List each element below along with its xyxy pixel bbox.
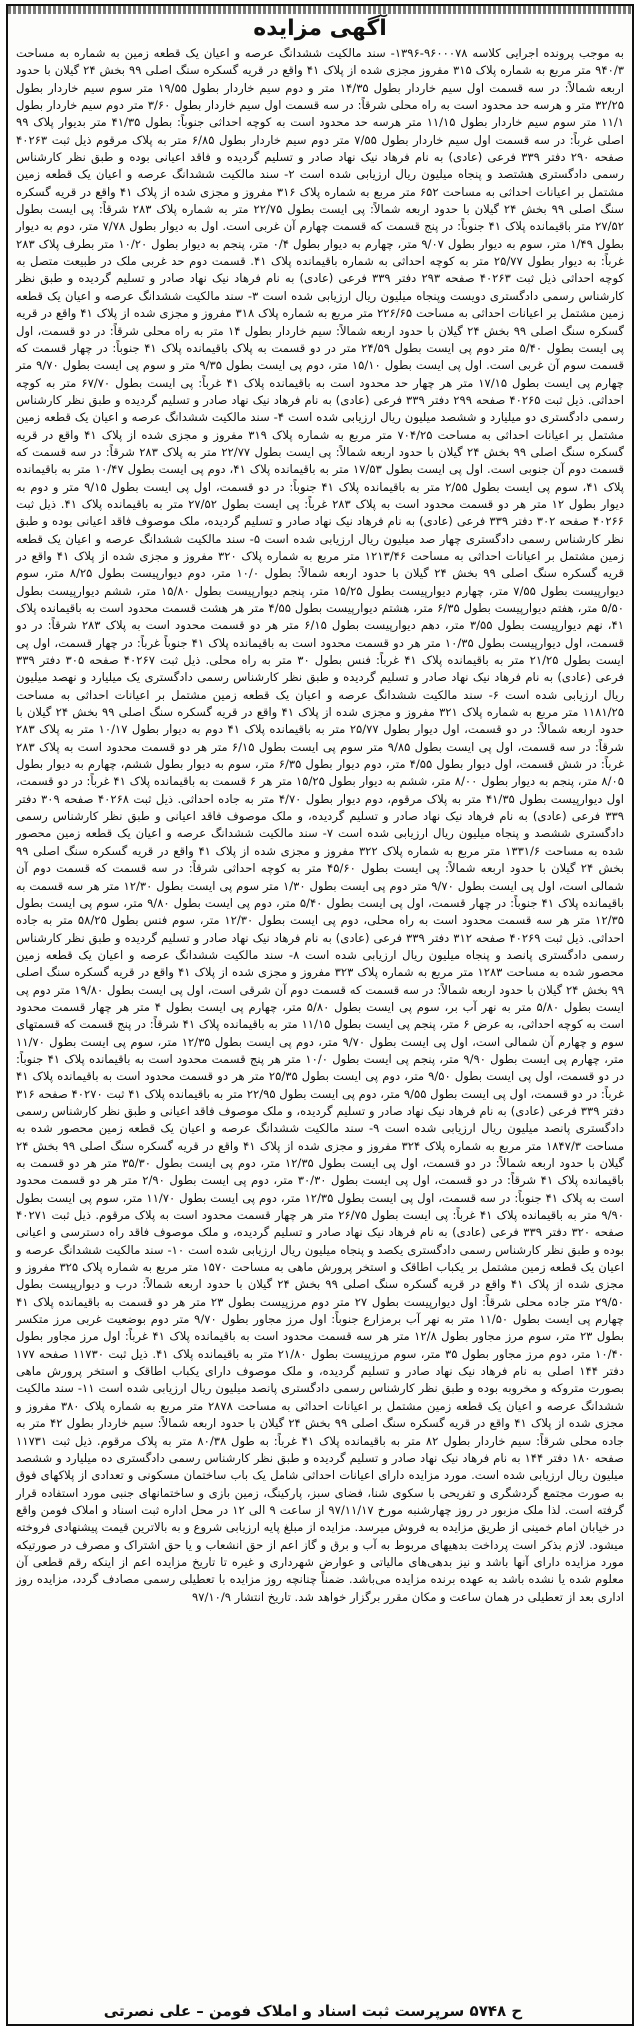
torn-top-edge bbox=[8, 6, 632, 14]
notice-footer bbox=[8, 2002, 632, 2020]
notice-code: ح ۵۷۴۸ bbox=[469, 2002, 523, 2020]
auction-notice bbox=[6, 4, 634, 2026]
notice-title: آگهی مزایده bbox=[253, 16, 387, 41]
notice-body: به موجب پرونده اجرایی کلاسه ۹۶۰۰۰۷۸-۱۳۹۶- سند مالکیت ششدانگ عرصه و اعیان یک قطعه زمین به شماره به مساحت ۹۴۰/۳ متر مربع به شماره پلاک ۳۱۵ مفروز مجزی شده از پلاک ۴۱ واقع در قریه گسکره سنگ اصلی ۹۹ بخش ۲۴ گیلان با حدود اربعه شمالاً: در سه قسمت اول سیم خاردار بطول ۱۴/۳۵ متر و دوم سیم خاردار بطول ۱۹/۵۵ متر سوم سیم خاردار بطول ۳۲/۲۵ متر و هرسه حد محدود است به راه محلی شرقاً: در سه قسمت اول سیم خاردار بطول ۳/۶۰ متر دوم سیم خاردار بطول ۱۱/۱ متر سوم سیم خاردار بطول ۱۱/۱۵ متر هرسه حد محدود است به کوچه احداثی جنوباً: بطول ۴۱/۳۵ متر بدیوار پلاک ۹۹ اصلی غرباً: در سه قسمت اول سیم خاردار بطول ۷/۵۵ متر دوم سیم خاردار بطول ۶/۸۵ متر به پلاک مرقوم ذیل ثبت ۴۰۲۶۳ صفحه ۲۹۰ دفتر ۳۳۹ فرعی (عادی) به نام فرهاد نیک نهاد صادر و تسلیم گردیده و فاقد اعیانی بوده و طبق نظر کارشناس رسمی دادگستری هشتصد و پنجاه میلیون ریال ارزیابی شده است ۲- سند مالکیت ششدانگ عرصه و اعیان یک قطعه زمین مشتمل بر اعیانات احداثی به مساحت ۶۵۲ متر مربع به شماره پلاک ۳۱۶ مفروز و مجزی شده از پلاک ۴۱ واقع در قریه گسکره سنگ اصلی ۹۹ بخش ۲۴ گیلان با حدود اربعه شمالاً: پی ایست بطول ۲۲/۷۵ متر به شماره پلاک ۲۸۳ شرقاً: پی ایست بطول ۲۷/۵۲ متر باقیمانده پلاک ۴۱ جنوباً: در پنج قسمت که قسمت چهارم آن غربی است. اول به دیوار بطول ۷/۷۸ متر، دوم به دیوار بطول ۱/۴۹ متر، سوم به دیوار بطول ۹/۰۷ متر، چهارم به دیوار بطول ۰/۴ متر، پنجم به دیوار بطول ۱۰/۲۰ متر بطرف پلاک ۲۸۳ غرباً: به دیوار بطول ۲۵/۷۷ متر به کوچه احداثی به شماره باقیمانده پلاک ۴۱. قسمت دوم حد غربی ملک در طبیعت متصل به کوچه احداثی ذیل ثبت ۴۰۲۶۳ صفحه ۲۹۳ دفتر ۳۳۹ فرعی (عادی) به نام فرهاد نیک نهاد صادر و تسلیم گردیده و طبق نظر کارشناس رسمی دادگستری دویست وپنجاه میلیون ریال ارزیابی شده است ۳- سند مالکیت ششدانگ عرصه و اعیان یک قطعه زمین مشتمل بر اعیانات احداثی به مساحت ۲۲۶/۶۵ متر مربع به شماره پلاک ۳۱۸ مفروز و مجزی شده از پلاک ۴۱ واقع در قریه گسکره سنگ اصلی ۹۹ بخش ۲۴ گیلان با حدود اربعه شمالاً: سیم خاردار بطول ۱۴ متر به راه محلی شرقاً: در دو قسمت، اول پی ایست بطول ۵/۴۰ متر دوم پی ایست بطول ۲۴/۵۹ متر در دو قسمت به پلاک باقیمانده پلاک ۴۱ جنوباً: در چهار قسمت که قسمت سوم آن غربی است. اول پی ایست بطول ۱۵/۱۰ متر، دوم پی ایست بطول ۹/۳۵ متر و سوم پی ایست بطول ۹/۷۰ متر چهارم پی ایست بطول ۱۷/۱۵ متر هر چهار حد محدود است به باقیمانده پلاک ۴۱ غرباً: پی ایست بطول ۶۷/۷۰ متر به کوچه احداثی. ذیل ثبت ۴۰۲۶۵ صفحه ۲۹۹ دفتر ۳۳۹ فرعی (عادی) به نام فرهاد نیک نهاد صادر و تسلیم گردیده و طبق نظر کارشناس رسمی دادگستری دو میلیارد و ششصد میلیون ریال ارزیابی شده است ۴- سند مالکیت ششدانگ عرصه و اعیان یک قطعه زمین مشتمل بر اعیانات احداثی به مساحت ۷۰۴/۲۵ متر مربع به شماره پلاک ۳۱۹ مفروز و مجزی شده از پلاک ۴۱ واقع در قریه گسکره سنگ اصلی ۹۹ بخش ۲۴ گیلان با حدود اربعه شمالاً: پی ایست بطول ۲۲/۷۷ متر به پلاک ۲۸۳ شرقاً: در سه قسمت که قسمت دوم آن جنوبی است. اول پی ایست بطول ۱۷/۵۳ متر به باقیمانده پلاک ۴۱، دوم پی ایست بطول ۱۰/۴۷ متر به باقیمانده پلاک ۴۱، سوم پی ایست بطول ۲/۵۵ متر به باقیمانده پلاک ۴۱ جنوباً: در دو قسمت، اول پی ایست بطول ۹/۱۵ متر و دوم به دیوار بطول ۱۲ متر هر دو قسمت محدود است به پلاک ۲۸۳ غرباً: پی ایست بطول ۲۷/۵۲ متر به باقیمانده پلاک ۴۱. ذیل ثبت ۴۰۲۶۶ صفحه ۳۰۲ دفتر ۳۳۹ فرعی (عادی) به نام فرهاد نیک نهاد صادر و تسلیم گردیده، ملک موصوف فاقد اعیانی بوده و طبق نظر کارشناس رسمی دادگستری چهار صد میلیون ریال ارزیابی شده است ۵- سند مالکیت ششدانگ عرصه و اعیان یک قطعه زمین مشتمل بر اعیانات احداثی به مساحت ۱۲۱۳/۴۶ متر مربع به شماره پلاک ۳۲۰ مفروز و مجزی شده از پلاک ۴۱ واقع در قریه گسکره سنگ اصلی ۹۹ بخش ۲۴ گیلان با حدود اربعه شمالاً: بطول ۱۰/۰ متر، دوم دیوارپیست بطول ۸/۲۵ متر، سوم دیوارپیست بطول ۷/۵۵ متر، چهارم دیوارپیست بطول ۱۵/۲۵ متر، پنجم دیوارپیست بطول ۱۵/۸۰ متر، ششم دیوارپیست بطول ۵/۵۰ متر، هفتم دیوارپیست بطول ۶/۳۵ متر، هشتم دیوارپیست بطول ۴/۵۵ متر هر هشت قسمت محدود است به باقیمانده پلاک ۴۱، نهم دیوارپیست بطول ۳/۵۵ متر، دهم دیوارپیست بطول ۶/۱۵ متر هر دو قسمت محدود است به پلاک ۲۸۳ شرقاً: در دو قسمت، اول دیوارپیست بطول ۱۰/۳۵ متر هر دو قسمت محدود است به باقیمانده پلاک ۴۱ جنوباً غرباً: در چهار قسمت، اول پی ایست بطول ۲۱/۲۵ متر به باقیمانده پلاک ۴۱ غرباً: فنس بطول ۳۰ متر به راه محلی. ذیل ثبت ۴۰۲۶۷ صفحه ۳۰۵ دفتر ۳۳۹ فرعی (عادی) به نام فرهاد نیک نهاد صادر و تسلیم گردیده و طبق نظر کارشناس رسمی دادگستری یک میلیارد و نهصد میلیون ریال ارزیابی شده است ۶- سند مالکیت ششدانگ عرصه و اعیان یک قطعه زمین مشتمل بر اعیانات احداثی به مساحت ۱۱۸۱/۲۵ متر مربع به شماره پلاک ۳۲۱ مفروز و مجزی شده از پلاک ۴۱ واقع در قریه گسکره سنگ اصلی ۹۹ بخش ۲۴ گیلان با حدود اربعه شمالاً: در دو قسمت، اول دیوار بطول ۲۵/۷۷ متر به باقیمانده پلاک ۴۱ دوم به دیوار بطول ۱۰/۱۷ متر به پلاک ۲۸۳ شرقاً: در سه قسمت، اول پی ایست بطول ۹/۸۵ متر سوم پی ایست بطول ۶/۱۵ متر هر دو قسمت محدود است به پلاک ۲۸۳ غرباً: در شش قسمت، اول دیوار بطول ۴/۵۵ متر، دوم دیوار بطول ۶/۳۵ متر، سوم به دیوار بطول ششم، چهارم به دیوار بطول ۸/۰۵ متر، پنجم به دیوار بطول ۸/۰۰ متر، ششم به دیوار بطول ۱۵/۲۵ متر هر ۶ قسمت به باقیمانده پلاک ۴۱ غرباً: در دو قسمت، اول دیوارپیست بطول ۴۱/۳۵ متر به پلاک مرقوم، دوم دیوار بطول ۴/۷۰ متر به جاده احداثی. ذیل ثبت ۴۰۲۶۸ صفحه ۳۰۹ دفتر ۳۳۹ فرعی (عادی) به نام فرهاد نیک نهاد صادر و تسلیم گردیده، و ملک موصوف فاقد اعیانی و طبق نظر کارشناس رسمی دادگستری ششصد و پنجاه میلیون ریال ارزیابی شده است ۷- سند مالکیت ششدانگ عرصه و اعیان یک قطعه زمین محصور شده به مساحت ۱۳۳۱/۶ متر مربع به شماره پلاک ۳۲۲ مفروز و مجزی شده از پلاک ۴۱ واقع در قریه گسکره سنگ اصلی ۹۹ بخش ۲۴ گیلان با حدود اربعه شمالاً: پی ایست بطول ۴۵/۶۰ متر به کوچه احداثی شرقاً: در سه قسمت که قسمت دوم آن شمالی است، اول پی ایست بطول ۹/۷۰ متر دوم پی ایست بطول ۱/۳۰ متر سوم پی ایست بطول ۱۲/۳۰ متر هر سه قسمت به باقیمانده پلاک ۴۱ جنوباً: در چهار قسمت، اول پی ایست بطول ۵/۴۰ متر، دوم پی ایست بطول ۹/۸۰ متر، سوم پی ایست بطول ۱۲/۳۵ متر هر سه قسمت محدود است به راه محلی، دوم پی ایست بطول ۱۲/۳۰ متر، سوم فنس بطول ۵۸/۲۵ متر به جاده احداثی. ذیل ثبت ۴۰۲۶۹ صفحه ۳۱۲ دفتر ۳۳۹ فرعی (عادی) به نام فرهاد نیک نهاد صادر و تسلیم گردیده و طبق نظر کارشناس رسمی دادگستری پانصد و پنجاه میلیون ریال ارزیابی شده است ۸- سند مالکیت ششدانگ عرصه و اعیان یک قطعه زمین محصور شده به مساحت ۱۲۸۳ متر مربع به شماره پلاک ۳۲۳ مفروز و مجزی شده از پلاک ۴۱ واقع در قریه گسکره سنگ اصلی ۹۹ بخش ۲۴ گیلان با حدود اربعه شمالاً: در سه قسمت که قسمت دوم آن شرقی است، اول پی ایست بطول ۱۹/۸۰ متر دوم پی ایست بطول ۵/۸۰ متر به نهر آب بر، سوم پی ایست بطول ۵/۸۰ متر، چهارم پی ایست بطول ۴ متر هر چهار قسمت محدود است به کوچه احداثی، به عرض ۶ متر، پنجم پی ایست بطول ۱۱/۱۵ متر به باقیمانده پلاک ۴۱ شرقاً: در پنج قسمت که قسمتهای سوم و چهارم آن شمالی است، اول پی ایست بطول ۹/۷۰ متر، دوم پی ایست بطول ۱۲/۳۵ متر، سوم پی ایست بطول ۱۱/۷۰ متر، چهارم پی ایست بطول ۹/۹۰ متر، پنجم پی ایست بطول ۱۰/۰ متر هر پنج قسمت محدود است به باقیمانده پلاک ۴۱ جنوباً: در دو قسمت، اول پی ایست بطول ۹/۵۰ متر، دوم پی ایست بطول ۲۵/۳۵ متر هر دو قسمت محدود است به باقیمانده پلاک ۴۱ غرباً: در دو قسمت، اول پی ایست بطول ۹/۵۵ متر، دوم پی ایست بطول ۲۲/۹۵ متر به باقیمانده پلاک ۴۱ ثبت ۴۰۲۷۰ صفحه ۳۱۶ دفتر ۳۳۹ فرعی (عادی) به نام فرهاد نیک نهاد صادر و تسلیم گردیده، و ملک موصوف فاقد اعیانی و طبق نظر کارشناس رسمی دادگستری پانصد میلیون ریال ارزیابی شده است ۹- سند مالکیت ششدانگ عرصه و اعیان یک قطعه زمین محصور شده به مساحت ۱۸۴۷/۳ متر مربع به شماره پلاک ۳۲۴ مفروز و مجزی شده از پلاک ۴۱ واقع در قریه گسکره سنگ اصلی ۹۹ بخش ۲۴ گیلان با حدود اربعه شمالاً: در دو قسمت، اول پی ایست بطول ۱۲/۳۵ متر، دوم پی ایست بطول ۳۵/۳۰ متر هر دو قسمت به باقیمانده پلاک ۴۱ شرقاً: در دو قسمت، اول پی ایست بطول ۳۰/۳۰ متر، دوم پی ایست بطول ۲/۹۰ متر هر دو قسمت محدود است به پلاک ۴۱ جنوباً: در سه قسمت، اول پی ایست بطول ۱۲/۳۵ متر، دوم پی ایست بطول ۱۱/۷۰ متر، سوم پی ایست بطول ۹/۹۰ متر به باقیمانده پلاک ۴۱ غرباً: پی ایست بطول ۲۶/۷۵ متر هر چهار قسمت محدود است به پلاک مرقوم. ذیل ثبت ۴۰۲۷۱ صفحه ۳۲۰ دفتر ۳۳۹ فرعی (عادی) به نام فرهاد نیک نهاد صادر و تسلیم گردیده، و ملک موصوف فاقد راه دسترسی و اعیانی بوده و طبق نظر کارشناس رسمی دادگستری یکصد و پنجاه میلیون ریال ارزیابی شده است ۱۰- سند مالکیت ششدانگ عرصه و اعیان یک قطعه زمین مشتمل بر یکباب اطاقک و استخر پرورش ماهی به مساحت ۱۵۷۰ متر مربع به شماره پلاک ۳۲۵ مفروز و مجزی شده از پلاک ۴۱ واقع در قریه گسکره سنگ اصلی ۹۹ بخش ۲۴ گیلان با حدود اربعه شمالاً: درب و دیوارپیست بطول ۲۹/۵۰ متر جاده محلی شرقاً: اول دیوارپیست بطول ۲۷ متر دوم مرزپیست بطول ۲۳ متر هر دو قسمت به باقیمانده پلاک ۴۱ چهارم پی ایست بطول ۱۱/۵۰ متر به نهر آب برمزارع جنوباً: اول مرز مجاور بطول ۹/۷۰ متر دوم بوضعیت غربی مرز متکسر بطول ۲۳ متر، سوم مرز مجاور بطول ۱۲/۸ متر هر سه قسمت محدود است به باقیمانده پلاک ۴۱ غرباً: اول مرز مجاور بطول ۱۰/۴۰ متر، دوم مرز مجاور بطول ۳۵ متر، سوم مرزپیست بطول ۲۱/۸۰ متر به باقیمانده پلاک ۴۱. ذیل ثبت ۱۱۷۳۰ صفحه ۱۷۷ دفتر ۱۴۴ اصلی به نام فرهاد نیک نهاد صادر و تسلیم گردیده، و ملک موصوف دارای یکباب اطاقک و استخر پرورش ماهی بصورت متروکه و مخروبه بوده و طبق نظر کارشناس رسمی دادگستری پانصد میلیون ریال ارزیابی شده است ۱۱- سند مالکیت ششدانگ عرصه و اعیان یک قطعه زمین مشتمل بر اعیانات احداثی به مساحت ۲۸۷۸ متر مربع به شماره پلاک ۳۸۰ مفروز و مجزی شده از پلاک ۴۱ واقع در قریه گسکره سنگ اصلی ۹۹ بخش ۲۴ گیلان با حدود اربعه شمالاً: سیم خاردار بطول ۴۲ متر به جاده محلی شرقاً: سیم خاردار بطول ۸۲ متر به باقیمانده پلاک ۴۱ غرباً: به طول ۸۰/۳۸ متر به پلاک مرقوم. ذیل ثبت ۱۱۷۳۱ صفحه ۱۸۰ دفتر ۱۴۴ به نام فرهاد نیک نهاد صادر و تسلیم گردیده و طبق نظر کارشناس رسمی دادگستری ده میلیارد و ششصد میلیون ریال ارزیابی شده است. مورد مزایده دارای اعیانات احداثی شامل یک باب ساختمان مسکونی و تعدادی از پلاکهای فوق به صورت مجتمع گردشگری و تفریحی با سکوی شنا، فضای سبز، پارکینگ، زمین بازی و ساختمانهای جنبی مورد استفاده قرار گرفته است. لذا ملک مزبور در روز چهارشنبه مورخ ۹۷/۱۱/۱۷ از ساعت ۹ الی ۱۲ در محل اداره ثبت اسناد و املاک فومن واقع در خیابان امام خمینی از طریق مزایده به فروش میرسد. مزایده از مبلغ پایه ارزیابی شروع و به بالاترین قیمت پیشنهادی فروخته میشود. لازم بذکر است پرداخت بدهیهای مربوط به آب و برق و گاز اعم از حق انشعاب و یا حق اشتراک و مصرف در صورتیکه مورد مزایده دارای آنها باشد و نیز بدهی‌های مالیاتی و عوارض شهرداری و غیره تا تاریخ مزایده اعم از اینکه رقم قطعی آن معلوم شده یا نشده باشد به عهده برنده مزایده می‌باشد. ضمناً چنانچه روز مزایده با تعطیلی رسمی مصادف گردد، مزایده روز اداری بعد از تعطیلی در همان ساعت و مکان مقرر برگزار خواهد شد. تاریخ انتشار ۹۷/۱۰/۹ bbox=[16, 46, 625, 1604]
notice-signature: سرپرست ثبت اسناد و املاک فومن – علی نصرتی bbox=[103, 2002, 465, 2020]
